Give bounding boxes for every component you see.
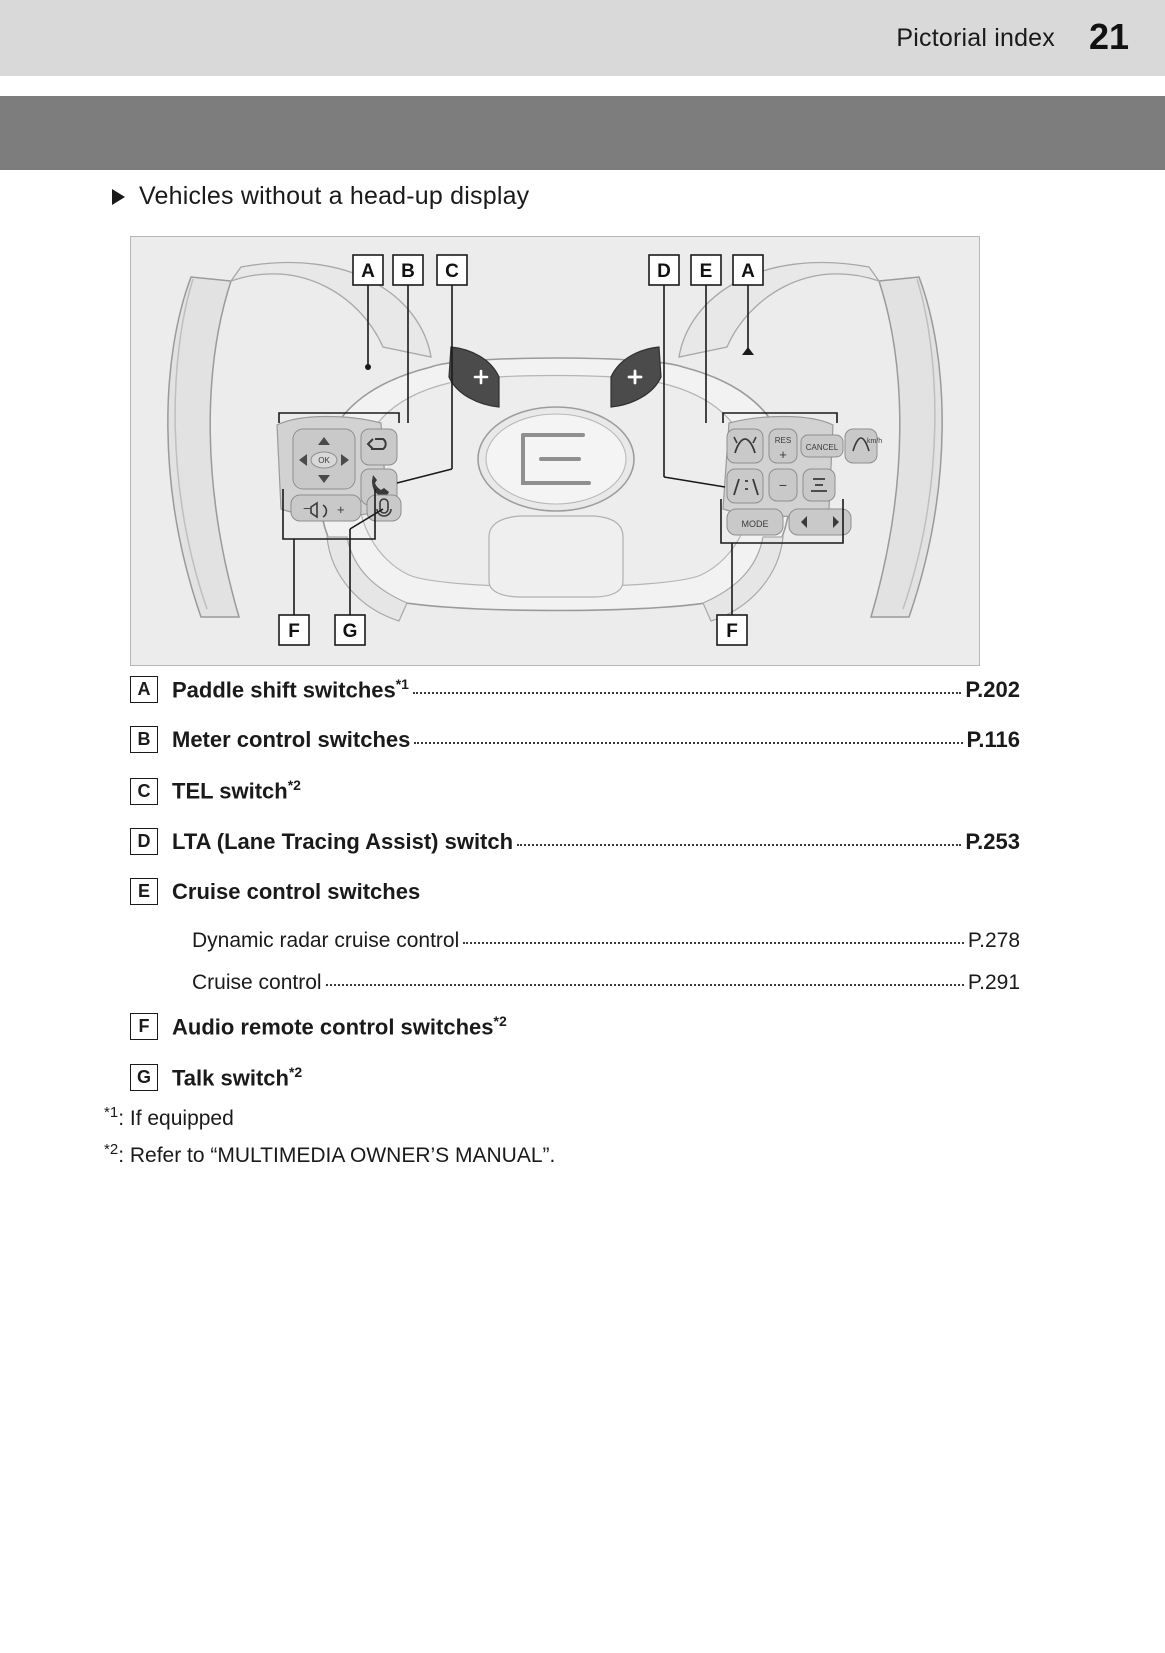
svg-text:A: A xyxy=(741,261,755,282)
legend-text-a xyxy=(172,676,409,703)
header-gray-band xyxy=(0,96,1165,170)
legend-text-b xyxy=(172,727,410,753)
triangle-marker-icon xyxy=(112,189,125,205)
steering-wheel-figure xyxy=(130,236,980,666)
legend-page-dynamic[interactable]: P.278 xyxy=(967,928,1020,952)
legend-label-f: F xyxy=(130,1013,158,1040)
legend-dots-b xyxy=(414,742,962,744)
footnote-2 xyxy=(104,1141,1004,1168)
svg-text:B: B xyxy=(401,261,415,282)
legend-sup-f: *2 xyxy=(493,1012,507,1029)
legend-text-c xyxy=(172,777,301,804)
legend-subtext-cruise: Cruise control xyxy=(192,970,322,994)
legend-label-g: G xyxy=(130,1064,158,1091)
legend-subitem-dynamic-radar-cruise-control xyxy=(130,929,1020,953)
svg-text:E: E xyxy=(699,261,713,282)
footnote-1-text: : If equipped xyxy=(118,1107,234,1130)
legend-dots-d xyxy=(517,844,961,846)
page-header xyxy=(0,0,1165,76)
legend-subitem-cruise-control xyxy=(130,971,1020,995)
legend-text-e xyxy=(172,879,420,905)
legend-label-e: E xyxy=(130,878,158,905)
footnote-2-mark: *2 xyxy=(104,1141,119,1158)
legend-text-g xyxy=(172,1064,302,1091)
svg-text:−: − xyxy=(303,501,311,516)
svg-text:MODE: MODE xyxy=(741,519,769,529)
legend-item-b xyxy=(130,727,1020,755)
legend-label-c: C xyxy=(130,778,158,805)
legend-page-b[interactable]: P.116 xyxy=(966,727,1020,753)
svg-text:A: A xyxy=(361,261,375,282)
legend-label-d: D xyxy=(130,828,158,855)
svg-text:+: + xyxy=(337,502,345,517)
legend-item-c xyxy=(130,777,1020,806)
legend-text-f-main: Audio remote control switches xyxy=(172,1013,494,1039)
legend-page-d[interactable]: P.253 xyxy=(965,828,1020,854)
svg-text:RES: RES xyxy=(774,436,792,445)
svg-text:−: − xyxy=(778,477,788,493)
footnote-1 xyxy=(104,1104,1004,1131)
legend-item-g xyxy=(130,1064,1020,1093)
legend-item-e xyxy=(130,879,1020,907)
footnote-1-mark: *1 xyxy=(104,1104,119,1121)
legend-text-c-main: TEL switch xyxy=(172,778,288,804)
legend-label-b: B xyxy=(130,726,158,753)
legend-page-a[interactable]: P.202 xyxy=(965,677,1020,703)
footnotes xyxy=(104,1104,1004,1178)
legend-text-f xyxy=(172,1013,507,1040)
legend-item-d xyxy=(130,829,1020,857)
svg-text:km/h: km/h xyxy=(867,438,883,445)
footnote-2-text: : Refer to “MULTIMEDIA OWNER’S MANUAL”. xyxy=(118,1144,556,1167)
legend-sup-a: *1 xyxy=(395,676,409,692)
page-title: Pictorial index xyxy=(896,24,1055,52)
section-title-row xyxy=(112,182,529,211)
svg-text:F: F xyxy=(288,621,300,642)
legend-text-a-main: Paddle shift switches xyxy=(172,677,396,703)
page-number: 21 xyxy=(1088,16,1129,57)
legend-label-a: A xyxy=(130,676,158,703)
legend-text-g-main: Talk switch xyxy=(172,1065,289,1091)
legend-text-d-main: LTA (Lane Tracing Assist) switch xyxy=(172,828,514,854)
legend-text-b-main: Meter control switches xyxy=(172,727,411,753)
legend-subtext-dynamic: Dynamic radar cruise control xyxy=(192,928,460,952)
legend-dots-dynamic xyxy=(463,942,964,944)
svg-text:C: C xyxy=(445,261,459,282)
legend-text-d xyxy=(172,829,513,855)
legend-item-f xyxy=(130,1013,1020,1042)
svg-text:F: F xyxy=(726,621,738,642)
legend-item-a xyxy=(130,676,1020,705)
legend-dots-a xyxy=(413,692,961,694)
legend-text-e-main: Cruise control switches xyxy=(172,878,421,904)
section-title: Vehicles without a head-up display xyxy=(139,182,530,210)
svg-text:G: G xyxy=(342,621,358,642)
svg-text:CANCEL: CANCEL xyxy=(805,443,839,452)
legend-sup-c: *2 xyxy=(287,777,301,794)
svg-text:+: + xyxy=(779,447,787,462)
legend-page-cruise[interactable]: P.291 xyxy=(967,970,1020,994)
legend-dots-cruise xyxy=(326,984,964,986)
legend-list xyxy=(130,676,1020,1115)
svg-text:D: D xyxy=(657,261,671,282)
legend-sup-g: *2 xyxy=(288,1063,303,1080)
steering-wheel-illustration xyxy=(131,237,979,665)
svg-text:OK: OK xyxy=(318,456,330,465)
